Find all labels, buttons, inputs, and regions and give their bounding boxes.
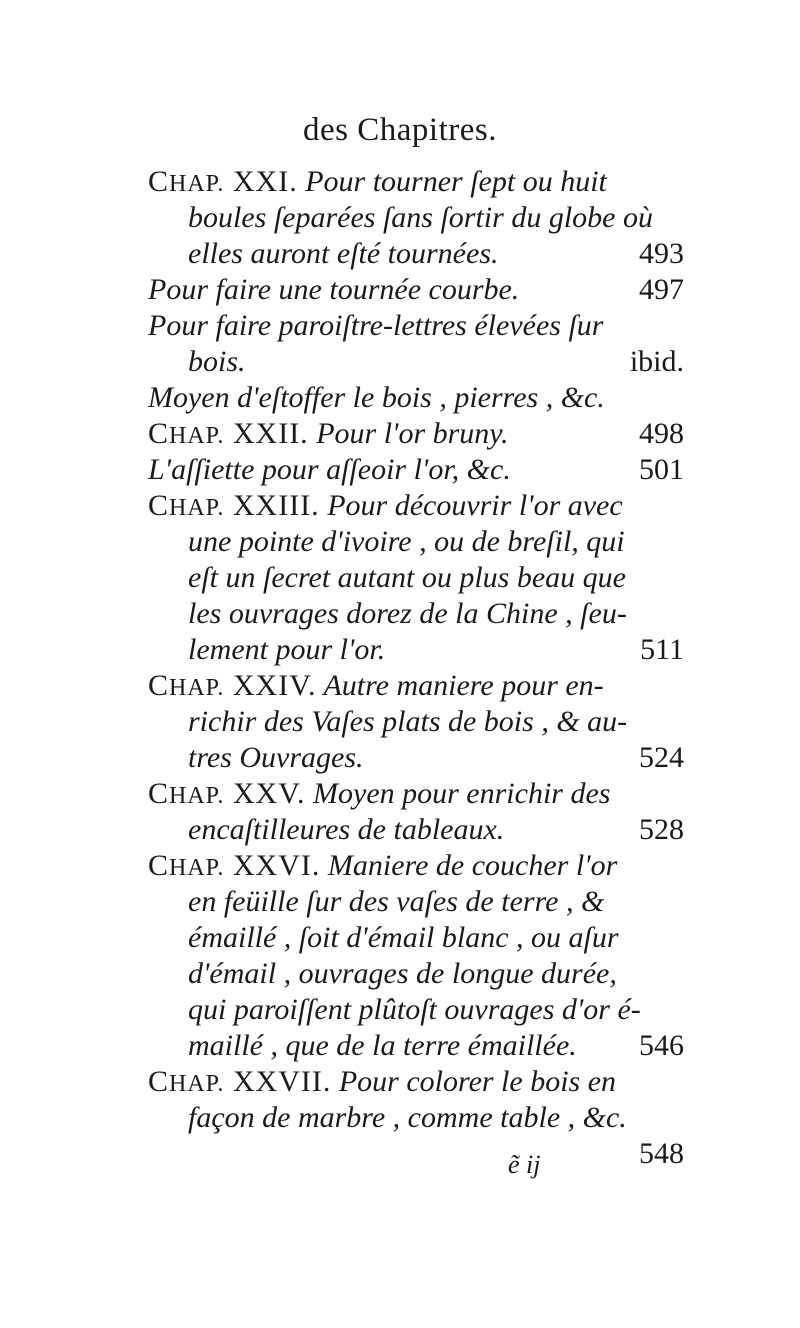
- chapter-label: CHAP. XXII.: [148, 417, 309, 450]
- page-number: 498: [639, 417, 684, 450]
- entry-text: Moyen d'eſtoffer le bois , pierres , &c.: [148, 381, 605, 414]
- entry-text: Pour faire paroiſtre-lettres élevées ſur: [148, 309, 604, 342]
- entry-text: bois.: [188, 345, 246, 378]
- page-number: ibid.: [629, 345, 684, 378]
- entry-text: encaſtilleures de tableaux.: [188, 813, 505, 846]
- chapter-label: CHAP. XXV.: [148, 777, 306, 810]
- chapter-label: CHAP. XXIV.: [148, 669, 317, 702]
- entry-text: les ouvrages dorez de la Chine , ſeu-: [188, 597, 627, 630]
- entry-text: tres Ouvrages.: [188, 741, 364, 774]
- entry-text: eſt un ſecret autant ou plus beau que: [188, 561, 626, 594]
- entry-text: émaillé , ſoit d'émail blanc , ou aſur: [188, 921, 619, 954]
- entry-text: L'aſſiette pour aſſeoir l'or, &c.: [148, 453, 511, 486]
- entry-text: façon de marbre , comme table , &c.: [188, 1101, 627, 1134]
- entry-text: Maniere de coucher l'or: [320, 849, 618, 882]
- page-number: 493: [639, 237, 684, 270]
- chapter-label: CHAP. XXVI.: [148, 849, 321, 882]
- entry-text: boules ſeparées ſans ſortir du globe où: [188, 201, 653, 234]
- entry-text: maillé , que de la terre émaillée.: [188, 1029, 577, 1062]
- entry-text: richir des Vaſes plats de bois , & au-: [188, 705, 628, 738]
- entry-text: lement pour l'or.: [188, 633, 386, 666]
- entry-text: Autre maniere pour en-: [316, 669, 604, 702]
- page-number: 501: [639, 453, 684, 486]
- entry-text: une pointe d'ivoire , ou de breſil, qui: [188, 525, 625, 558]
- entry-text: Pour découvrir l'or avec: [319, 489, 623, 522]
- chapter-label: CHAP. XXVII.: [148, 1065, 332, 1098]
- page-header: des Chapitres.: [303, 112, 497, 148]
- chapter-label: CHAP. XXIII.: [148, 489, 320, 522]
- entry-text: Pour colorer le bois en: [331, 1065, 617, 1098]
- page-number: 546: [639, 1029, 684, 1062]
- toc-line: [188, 1132, 684, 1176]
- entry-text: Pour faire une tournée courbe.: [148, 273, 520, 306]
- entry-text: d'émail , ouvrages de longue durée,: [188, 957, 617, 990]
- page-number: 548: [639, 1137, 684, 1170]
- chapter-label: CHAP. XXI.: [148, 165, 298, 198]
- page-number: 524: [639, 741, 684, 774]
- entry-text: Pour tourner ſept ou huit: [297, 165, 607, 198]
- entry-text: Moyen pour enrichir des: [305, 777, 611, 810]
- entry-text: Pour l'or bruny.: [308, 417, 509, 450]
- entry-text: en feüille ſur des vaſes de terre , &: [188, 885, 605, 918]
- page-number: 511: [640, 633, 684, 666]
- page-number: 528: [639, 813, 684, 846]
- entry-text: qui paroiſſent plûtoſt ouvrages d'or é-: [188, 993, 641, 1026]
- page-number: 497: [639, 273, 684, 306]
- signature-mark: ẽ ij: [508, 1150, 541, 1179]
- entry-text: elles auront eſté tournées.: [188, 237, 499, 270]
